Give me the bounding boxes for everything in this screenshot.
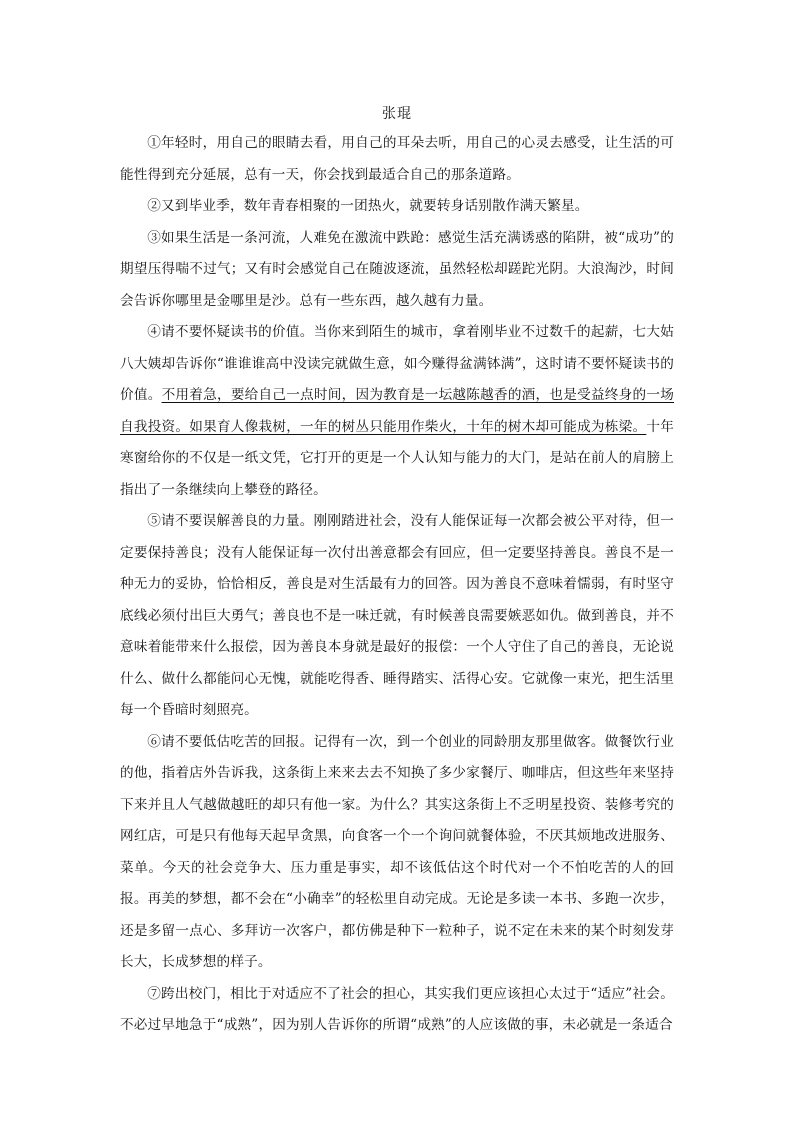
paragraph-text: ①年轻时，用自己的眼睛去看，用自己的耳朵去听，用自己的心灵去感受，让生活的可能性得到充分延展，总有一天，你会找到最适合自己的那条道路。 (120, 135, 674, 183)
paragraph-5 (120, 506, 674, 727)
paragraph-text: ③如果生活是一条河流，人难免在激流中跌跄：感觉生活充满诱惑的陷阱，被“成功”的期望压得喘不过气；又有时会感觉自己在随波逐流，虽然轻松却蹉跎光阴。大浪淘沙，时间会告诉你哪里是金哪里是沙。总有一些东西，越久越有力量。 (120, 229, 674, 309)
paragraph-2 (120, 191, 674, 223)
paragraph-text: ④请不要怀疑读书的价值。当你来到陌生的城市，拿着刚毕业不过数千的起薪，七大姑八大姨却告诉你“谁谁谁高中没读完就做生意，如今赚得盆满钵满”，这时请不要怀疑读书的价值。 (120, 324, 674, 403)
paragraph-text: ⑤请不要误解善良的力量。刚刚踏进社会，没有人能保证每一次都会被公平对待，但一定要保持善良；没有人能保证每一次付出善意都会有回应，但一定要坚持善良。善良不是一种无力的妥协，恰恰相反，善良是对生活最有力的回答。因为善良不意味着懦弱，有时坚守底线必须付出巨大勇气；善良也不是一味迁就，有时候善良需要嫉恶如仇。做到善良，并不意味着能带来什么报偿，因为善良本身就是最好的报偿：一个人守住了自己的善良，无论说什么、做什么都能问心无愧，就能吃得香、睡得踏实、活得心安。它就像一束光，把生活里每一个昏暗时刻照亮。 (120, 513, 674, 718)
author-name: 张琨 (382, 106, 412, 122)
paragraph-1 (120, 128, 674, 191)
paragraph-text: ②又到毕业季，数年青春相聚的一团热火，就要转身话别散作满天繁星。 (147, 198, 589, 214)
paragraph-text: ⑦跨出校门，相比于对适应不了社会的担心，其实我们更应该担心太过于“适应”社会。不必过早地急于“成熟”，因为别人告诉你的所谓“成熟”的人应该做的事，未必就是一条适合 (120, 985, 674, 1033)
paragraph-7 (120, 979, 674, 1042)
paragraph-text: ⑥请不要低估吃苦的回报。记得有一次，到一个创业的同龄朋友那里做客。做餐饮行业的他，指着店外告诉我，这条街上来来去去不知换了多少家餐厅、咖啡店，但这些年来坚持下来并且人气越做越旺的却只有他一家。为什么？其实这条街上不乏明星投资、装修考究的网红店，可是只有他每天起早贪黑，向食客一个一个询问就餐体验，不厌其烦地改进服务、菜单。今天的社会竞争大、压力重是事实，却不该低估这个时代对一个不怕吃苦的人的回报。再美的梦想，都不会在“小确幸”的轻松里自动完成。无论是多读一本书、多跑一次步，还是多留一点心、多拜访一次客户，都仿佛是种下一粒种子，说不定在未来的某个时刻发芽长大，长成梦想的样子。 (120, 733, 674, 970)
document-page (120, 100, 674, 1042)
paragraph-4 (120, 317, 674, 506)
paragraph-3 (120, 223, 674, 318)
paragraph-6 (120, 727, 674, 979)
paragraph-text: 十年寒窗给你的不仅是一纸文凭，它打开的更是一个人认知与能力的大门，是站在前人的肩膀上指出了一条继续向上攀登的路径。 (120, 418, 674, 498)
underlined-sentence: 不用着急，要给自己一点时间，因为教育是一坛越陈越香的酒，也是受益终身的一场自我投资。如果育人像栽树，一年的树丛只能用作柴火，十年的树木却可能成为栋梁。 (120, 387, 674, 435)
